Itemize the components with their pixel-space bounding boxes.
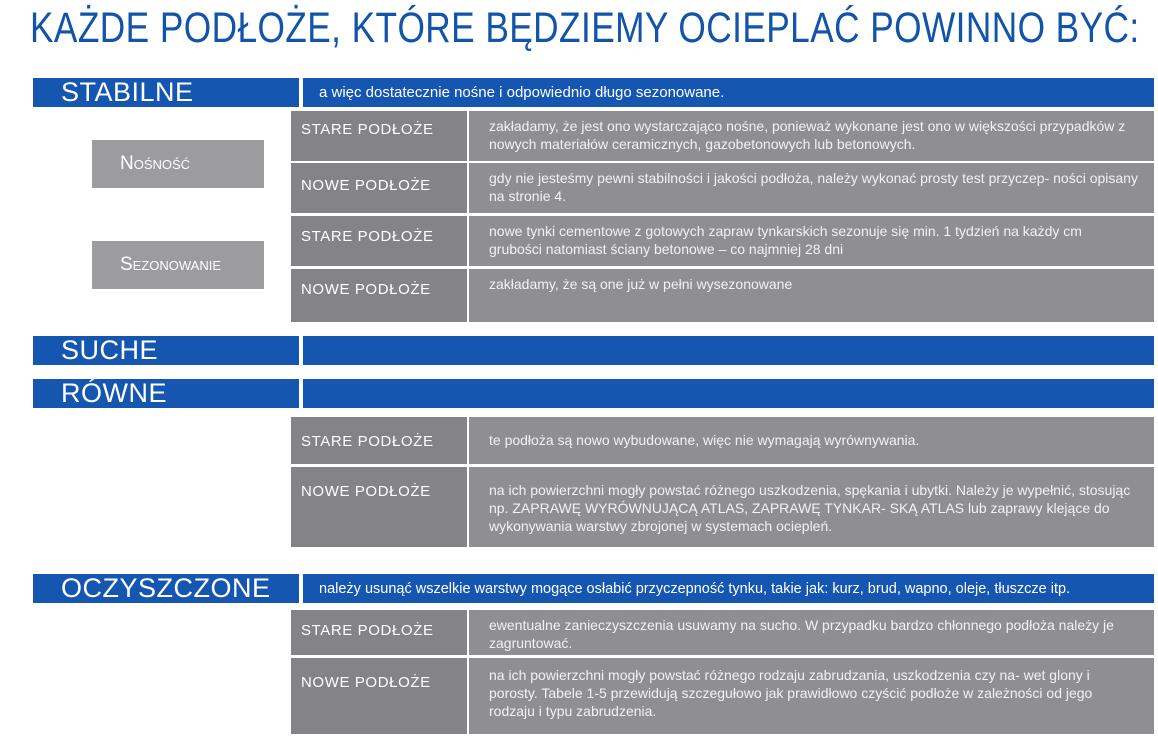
- row-label: STARE PODŁOŻE: [291, 216, 467, 266]
- row-text: na ich powierzchni mogły powstać różnego rodzaju zabrudzania, uszkodzenia czy na- wet glony i porosty. Tabele 1-5 przewidują szczegułowo jak prawidłowo czyścić podłoże w zależności od jego rodzaju i typu zabrudzenia.: [469, 658, 1154, 734]
- row-label: NOWE PODŁOŻE: [291, 269, 467, 322]
- section-desc-oczyszczone: należy usunąć wszelkie warstwy mogące osłabić przyczepność tynku, takie jak: kurz, brud, wapno, oleje, tłuszcze itp.: [319, 580, 1071, 597]
- row-label: STARE PODŁOŻE: [291, 417, 467, 464]
- bar-divider: [299, 78, 303, 107]
- section-label-suche: SUCHE: [61, 335, 159, 365]
- row-label: NOWE PODŁOŻE: [291, 467, 467, 547]
- section-desc-stabilne: a więc dostatecznie nośne i odpowiednio długo sezonowane.: [319, 84, 725, 101]
- section-bar-rowne: [33, 379, 1154, 408]
- section-bar-stabilne: [33, 78, 1154, 107]
- row-text: zakładamy, że są one już w pełni wysezonowane: [469, 269, 1154, 322]
- row-text: ewentualne zanieczyszczenia usuwamy na sucho. W przypadku bardzo chłonnego podłoża należy je zagruntować.: [469, 610, 1154, 655]
- bar-divider: [299, 336, 303, 365]
- row-text: na ich powierzchni mogły powstać różnego uszkodzenia, spękania i ubytki. Należy je wypełnić, stosując np. ZAPRAWĘ WYRÓWNUJĄCĄ ATLAS, ZAPRAWĘ TYNKAR- SKĄ ATLAS lub zaprawy klejące do wykonywania warstwy zbrojonej w systemach ociepleń.: [469, 467, 1154, 547]
- row-text: zakładamy, że jest ono wystarczająco nośne, ponieważ wykonane jest ono w większości przypadków z nowych materiałów ceramicznych, gazobetonowych lub betonowych.: [469, 111, 1154, 161]
- bar-divider: [299, 379, 303, 408]
- category-label-sezonowanie: Sezonowanie: [120, 254, 222, 275]
- row-label: NOWE PODŁOŻE: [291, 658, 467, 734]
- row-text: nowe tynki cementowe z gotowych zapraw tynkarskich sezonuje się min. 1 tydzień na każdy cm grubości natomiast ściany betonowe – co najmniej 28 dni: [469, 216, 1154, 266]
- category-nosnosc: [92, 140, 264, 188]
- section-label-stabilne: STABILNE: [61, 77, 194, 107]
- row-label: STARE PODŁOŻE: [291, 111, 467, 161]
- row-label: STARE PODŁOŻE: [291, 610, 467, 655]
- section-bar-oczyszczone: [33, 574, 1154, 603]
- section-bar-suche: [33, 336, 1154, 365]
- row-text: gdy nie jesteśmy pewni stabilności i jakości podłoża, należy wykonać prosty test przyczep- ności opisany na stronie 4.: [469, 163, 1154, 213]
- section-label-oczyszczone: OCZYSZCZONE: [61, 573, 271, 603]
- category-sezonowanie: [92, 241, 264, 289]
- bar-divider: [299, 574, 303, 603]
- section-label-rowne: RÓWNE: [61, 378, 167, 408]
- row-label: NOWE PODŁOŻE: [291, 163, 467, 213]
- category-label-nosnosc: Nośność: [120, 153, 191, 174]
- row-text: te podłoża są nowo wybudowane, więc nie wymagają wyrównywania.: [469, 417, 1154, 464]
- page-title: KAŻDE PODŁOŻE, KTÓRE BĘDZIEMY OCIEPLAĆ POWINNO BYĆ:: [30, 4, 1140, 52]
